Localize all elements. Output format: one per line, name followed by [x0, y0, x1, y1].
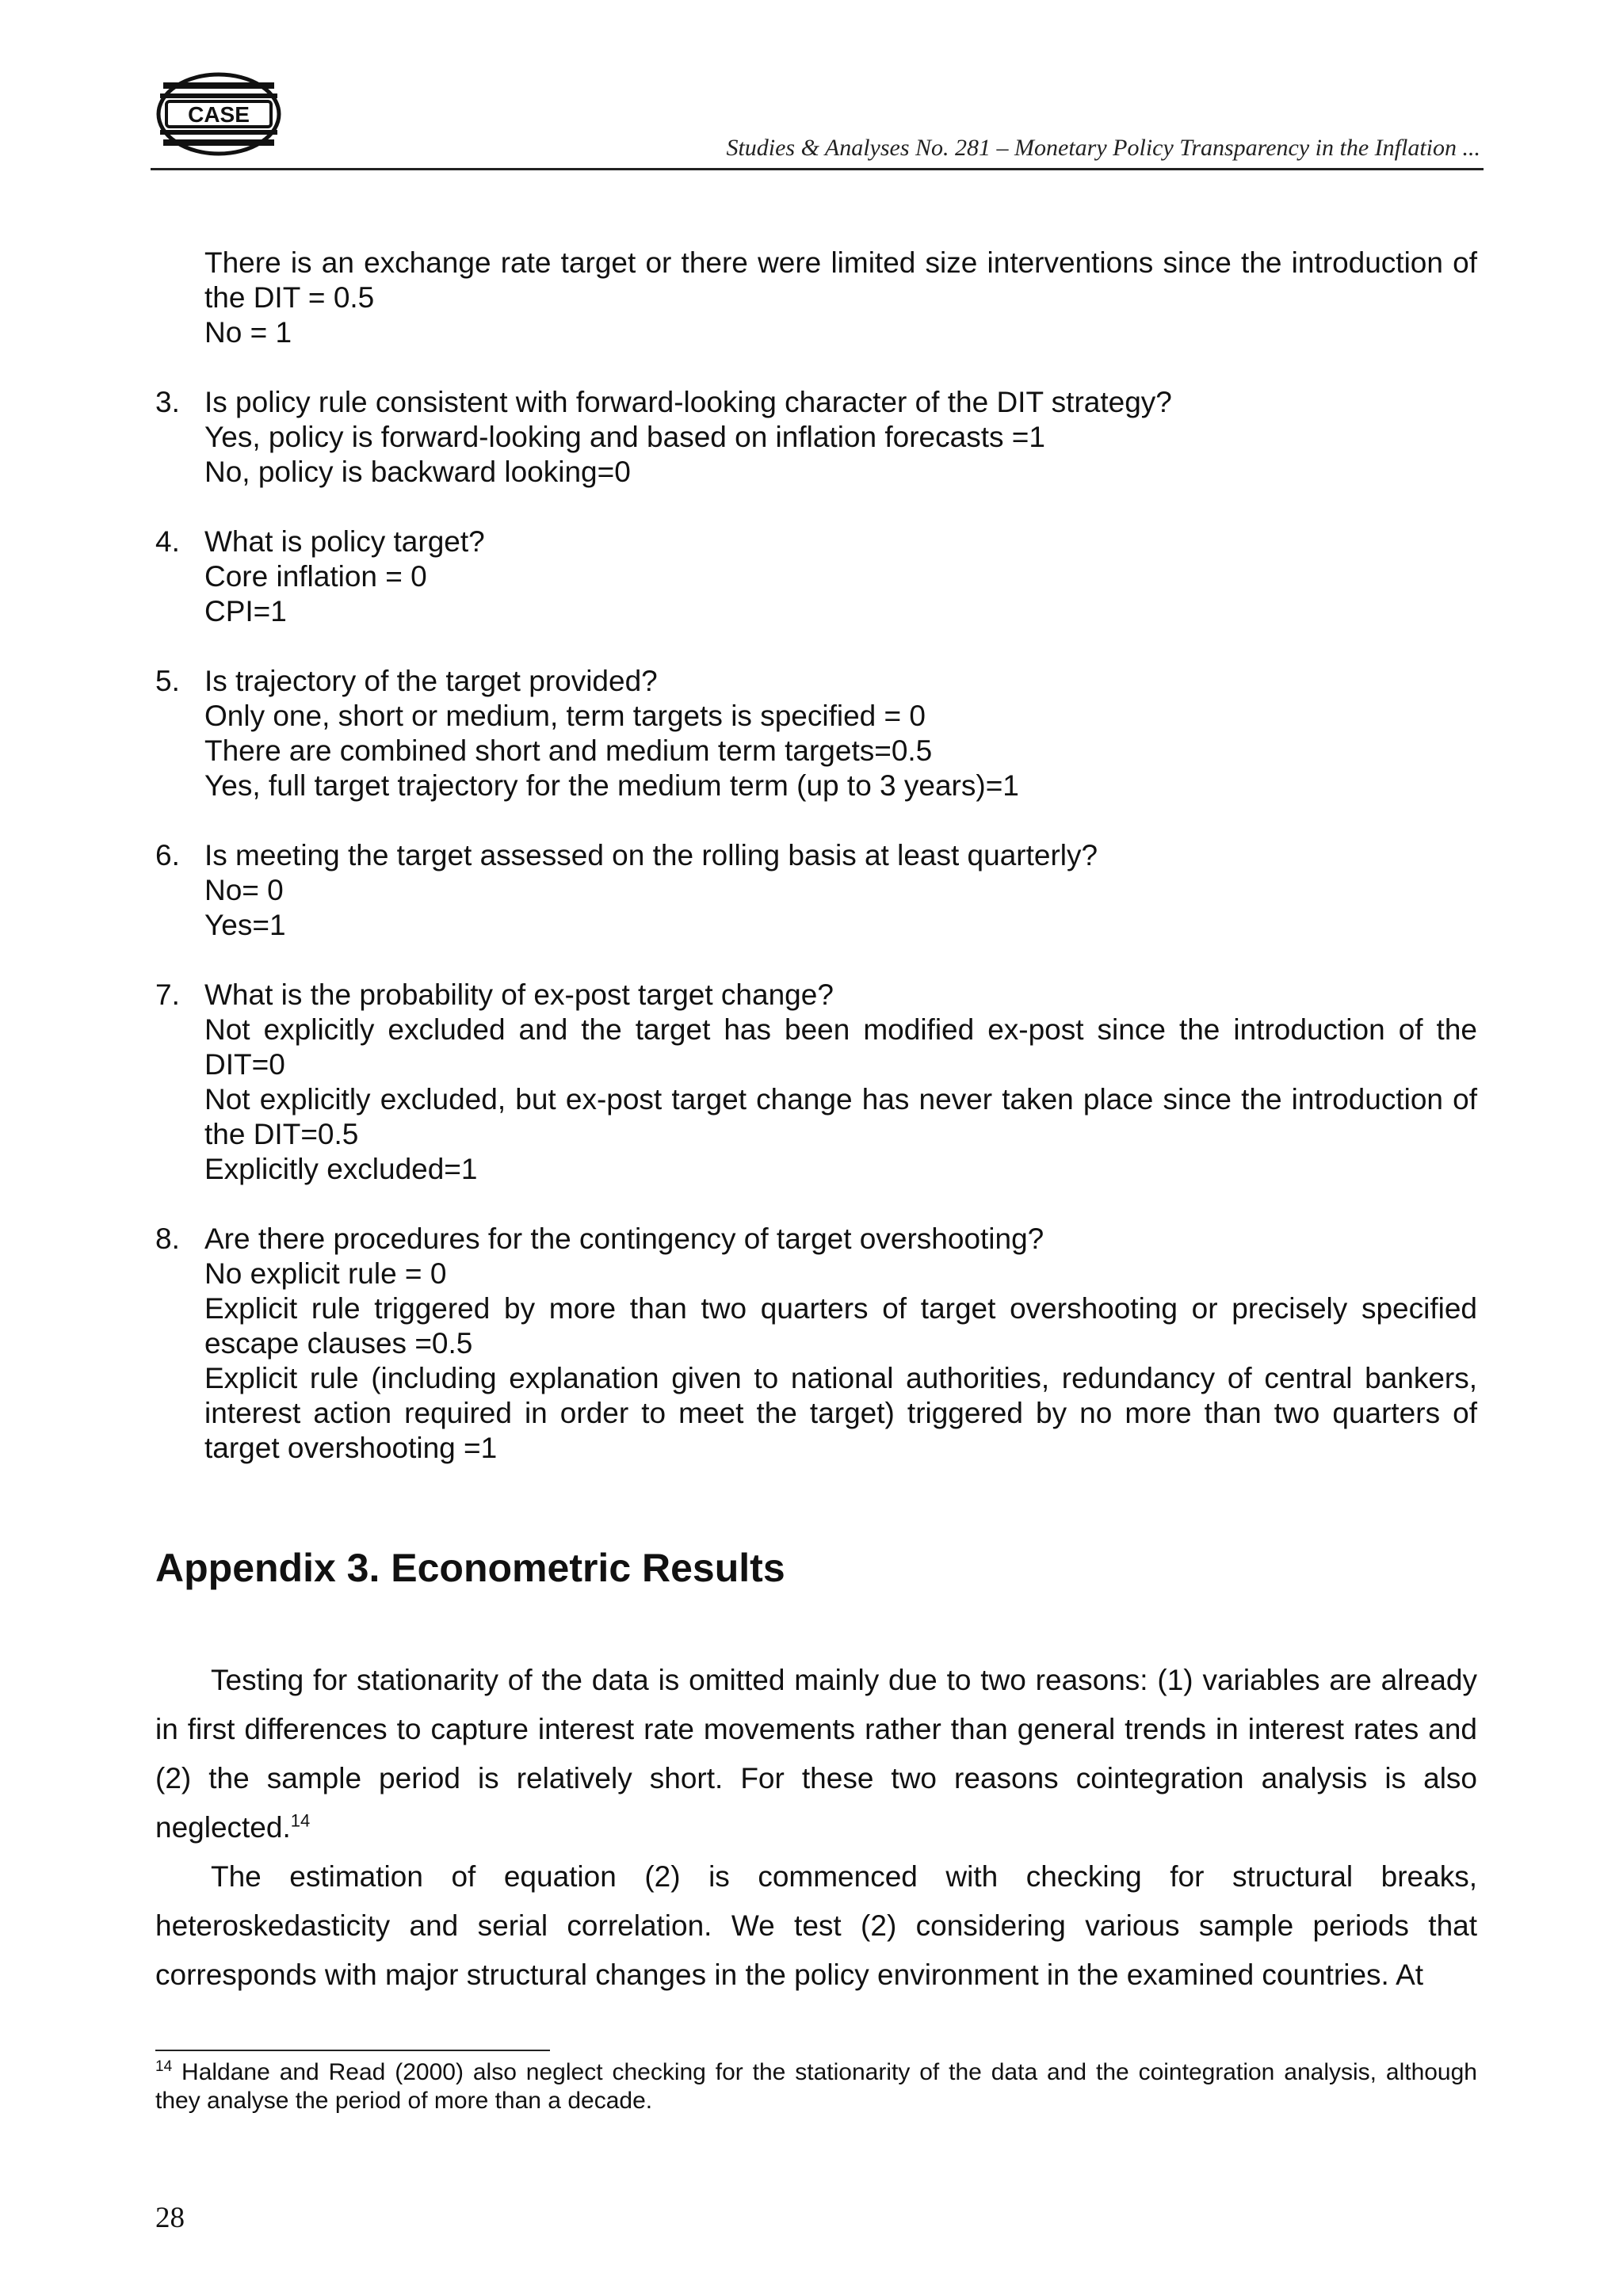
question-item-8: [155, 1222, 1477, 1466]
item-number: 4.: [155, 525, 180, 558]
answer-line: Yes, policy is forward-looking and based on inflation forecasts =1: [204, 421, 1045, 453]
footnote-rule: [155, 2050, 550, 2051]
question-text: Is trajectory of the target provided?: [204, 665, 658, 697]
paragraph-text: Testing for stationarity of the data is omitted mainly due to two reasons: (1) variables are already in first differences to capture interest rate movements rather than general trends in interest rates and (2) the sample period is relatively short. For these two reasons cointegration analysis is also neglected.: [155, 1664, 1477, 1844]
answer-line: Not explicitly excluded, but ex-post target change has never taken place since the introduction of the DIT=0.5: [204, 1083, 1477, 1150]
item-number: 6.: [155, 839, 180, 871]
answer-line: Core inflation = 0: [204, 560, 427, 593]
item-number: 7.: [155, 978, 180, 1011]
answer-line: There is an exchange rate target or there were limited size interventions since the introduction of the DIT = 0.5: [204, 246, 1477, 314]
question-item-4: [155, 524, 1477, 629]
footnote-reference: 14: [290, 1810, 311, 1831]
footnote-text: Haldane and Read (2000) also neglect checking for the stationarity of the data and the cointegration analysis, although they analyse the period of more than a decade.: [155, 2059, 1477, 2114]
question-item-6: [155, 838, 1477, 943]
question-text: Is policy rule consistent with forward-looking character of the DIT strategy?: [204, 386, 1172, 418]
answer-line: Not explicitly excluded and the target has been modified ex-post since the introduction of the DIT=0: [204, 1013, 1477, 1081]
answer-line: Explicitly excluded=1: [204, 1153, 478, 1185]
section-heading: Appendix 3. Econometric Results: [155, 1546, 785, 1590]
answer-line: Explicit rule (including explanation given to national authorities, redundancy of central bankers, interest action required in order to meet the target) triggered by no more than two quarters of target overshooting =1: [204, 1362, 1477, 1464]
question-text: Is meeting the target assessed on the rolling basis at least quarterly?: [204, 839, 1098, 871]
paragraph-text: The estimation of equation (2) is commenced with checking for structural breaks, heteroskedasticity and serial correlation. We test (2) considering various sample periods that corresponds with major structural changes in the policy environment in the examined countries. At: [155, 1860, 1477, 1991]
question-item-7: [155, 978, 1477, 1187]
answer-line: No, policy is backward looking=0: [204, 456, 631, 488]
logo-text: CASE: [188, 102, 250, 127]
answer-line: There are combined short and medium term targets=0.5: [204, 734, 933, 767]
footnote-marker: 14: [155, 2058, 173, 2075]
question-item-3: [155, 385, 1477, 490]
answer-line: No explicit rule = 0: [204, 1257, 447, 1290]
case-logo: [155, 70, 282, 158]
running-title: Studies & Analyses No. 281 – Monetary Policy Transparency in the Inflation ...: [726, 135, 1480, 161]
paragraph: [155, 1656, 1477, 1852]
questionnaire: [155, 246, 1477, 1466]
continuation-block: [204, 246, 1477, 350]
answer-line: Yes=1: [204, 909, 286, 941]
answer-line: Yes, full target trajectory for the medium term (up to 3 years)=1: [204, 769, 1019, 802]
page-number: 28: [155, 2202, 185, 2234]
appendix-body: [155, 1656, 1477, 2000]
answer-line: Explicit rule triggered by more than two quarters of target overshooting or precisely specified escape clauses =0.5: [204, 1292, 1477, 1360]
answer-line: CPI=1: [204, 595, 287, 627]
item-number: 5.: [155, 665, 180, 697]
item-number: 3.: [155, 386, 180, 418]
item-number: 8.: [155, 1222, 180, 1255]
question-text: What is the probability of ex-post target change?: [204, 978, 834, 1011]
answer-line: No = 1: [204, 316, 292, 349]
answer-line: Only one, short or medium, term targets is specified = 0: [204, 700, 926, 732]
footnote: [155, 2058, 1477, 2115]
paragraph: [155, 1852, 1477, 2000]
question-item-5: [155, 664, 1477, 803]
question-text: Are there procedures for the contingency of target overshooting?: [204, 1222, 1044, 1255]
header-rule: [151, 168, 1484, 170]
answer-line: No= 0: [204, 874, 284, 906]
question-text: What is policy target?: [204, 525, 485, 558]
